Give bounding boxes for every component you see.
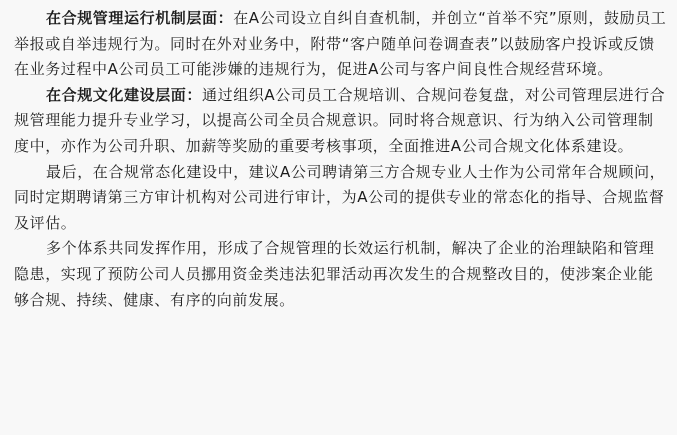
paragraph-conclusion (14, 236, 669, 313)
paragraph-compliance-mechanism (14, 6, 669, 83)
paragraph-compliance-culture (14, 83, 669, 160)
paragraph-lead-heading: 在合规管理运行机制层面： (46, 9, 234, 27)
paragraph-lead-heading: 在合规文化建设层面： (46, 85, 203, 104)
paragraph-body-text: 最后，在合规常态化建设中，建议A公司聘请第三方合规专业人士作为公司常年合规顾问，同时定期聘请第三方审计机构对公司进行审计，为A公司的提供专业的常态化的指导、合规监督及评估。 (14, 162, 666, 232)
paragraph-body-text: 通过组织A公司员工合规培训、合规问卷复盘，对公司管理层进行合规管理能力提升专业学习，以提高公司全员合规意识。同时将合规意识、行为纳入公司管理制度中，亦作为公司升职、加薪等奖励的重要考核事项，全面推进A公司合规文化体系建设。 (14, 85, 666, 155)
paragraph-body-text: 在A公司设立自纠自查机制，并创立“首举不究”原则，鼓励员工举报或自举违规行为。同时在外对业务中，附带“客户随单问卷调查表”以鼓励客户投诉或反馈在业务过程中A公司员工可能涉嫌的违规行为，促进A公司与客户间良性合规经营环境。 (14, 9, 667, 79)
paragraph-body-text: 多个体系共同发挥作用，形成了合规管理的长效运行机制，解决了企业的治理缺陷和管理隐患，实现了预防公司人员挪用资金类违法犯罪活动再次发生的合规整改目的，使涉案企业能够合规、持续、健康、有序的向前发展。 (14, 239, 655, 309)
paragraph-normalization (14, 160, 669, 237)
